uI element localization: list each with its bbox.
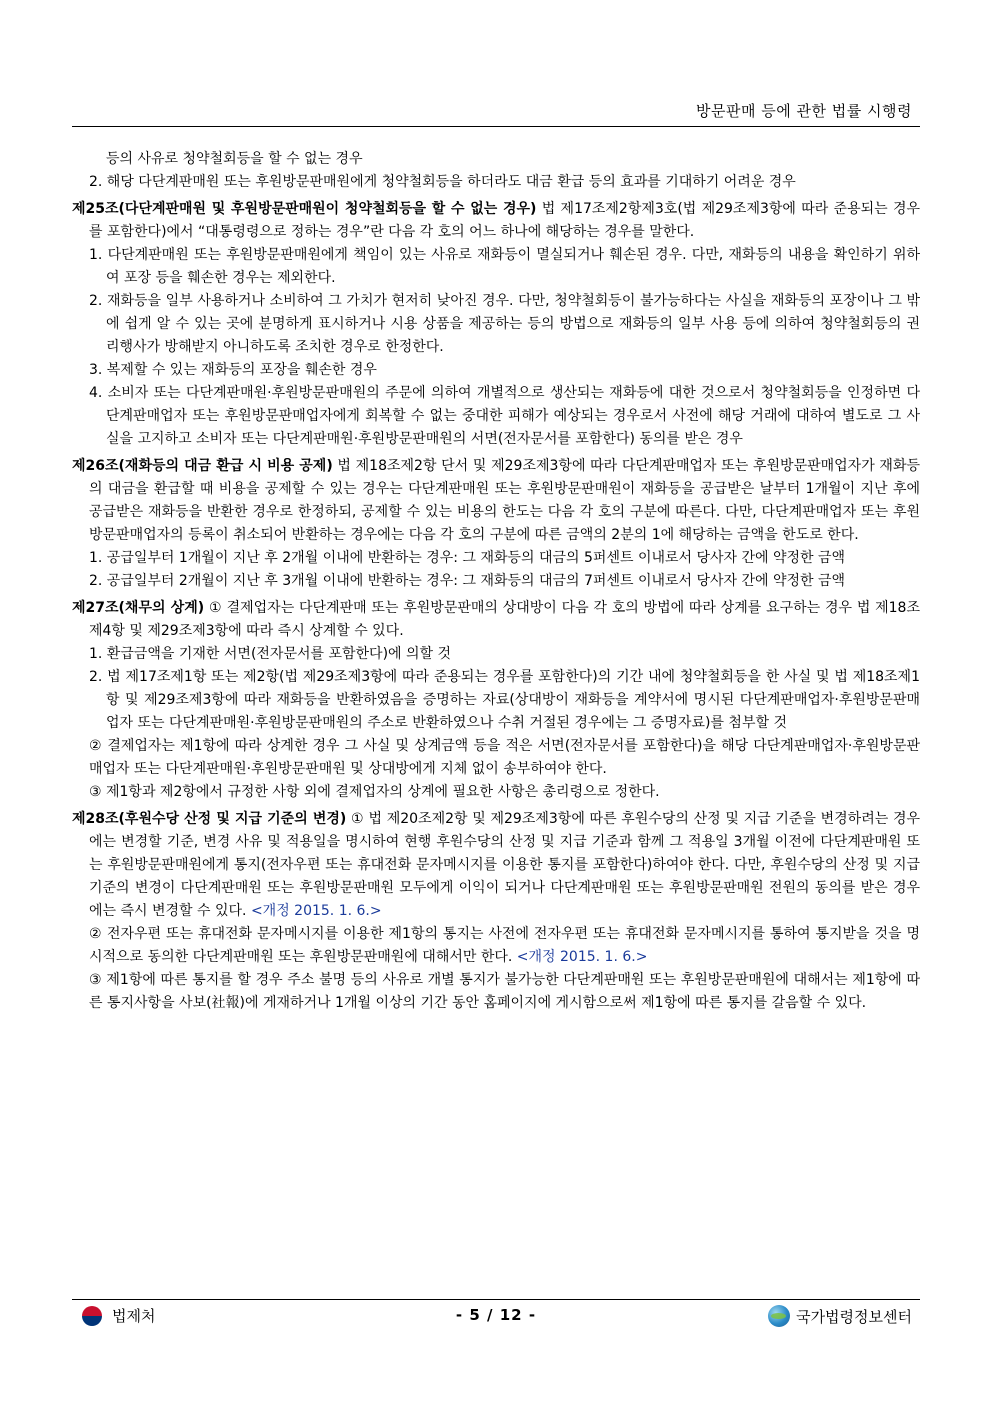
article-heading: 제28조(후원수당 산정 및 지급 기준의 변경) [72, 811, 347, 827]
article-heading: 제25조(다단계판매원 및 후원방문판매원이 청약철회등을 할 수 없는 경우) [72, 201, 537, 217]
paragraph: ③ 제1항에 따른 통지를 할 경우 주소 불명 등의 사유로 개별 통지가 불가능한 다단계판매원 또는 후원방문판매원에 대해서는 제1항에 따른 통지사항을 사보(社報)에 게재하거나 1개월 이상의 기간 동안 홈페이지에 게시함으로써 제1항에 따른 통지를 갈음할 수 있다. [89, 972, 920, 1011]
paragraph [72, 923, 920, 969]
paragraph: ② 결제업자는 제1항에 따라 상계한 경우 그 사실 및 상계금액 등을 적은 서면(전자문서를 포함한다)을 해당 다단계판매업자·후원방문판매업자 또는 다단계판매원·후원방문판매원 및 상대방에게 지체 없이 송부하여야 한다. [89, 738, 920, 777]
list-item: 2. 해당 다단계판매원 또는 후원방문판매원에게 청약철회등을 하더라도 대금 환급 등의 효과를 기대하기 어려운 경우 [89, 174, 796, 190]
amendment-note: <개정 2015. 1. 6.> [250, 903, 382, 919]
article-28 [72, 808, 920, 923]
page-footer [72, 1305, 920, 1331]
list-item: 1. 다단계판매원 또는 후원방문판매원에게 책임이 있는 사유로 재화등이 멸실되거나 훼손된 경우. 다만, 재화등의 내용을 확인하기 위하여 포장 등을 훼손한 경우는 제외한다. [89, 247, 920, 286]
globe-logo-icon [768, 1305, 790, 1327]
list-item: 1. 공급일부터 1개월이 지난 후 2개월 이내에 반환하는 경우: 그 재화등의 대금의 5퍼센트 이내로서 당사자 간에 약정한 금액 [89, 550, 846, 566]
article-text: 법 제17조제2항제3호(법 제29조제3항에 따라 준용되는 경우를 포함한다)에서 “대통령령으로 정하는 경우”란 다음 각 호의 어느 하나에 해당하는 경우를 말한다. [89, 201, 920, 240]
list-item: 1. 환급금액을 기재한 서면(전자문서를 포함한다)에 의할 것 [89, 646, 452, 662]
list-item: 2. 재화등을 일부 사용하거나 소비하여 그 가치가 현저히 낮아진 경우. 다만, 청약철회등이 불가능하다는 사실을 재화등의 포장이나 그 밖에 쉽게 알 수 있는 곳에 분명하게 표시하거나 시용 상품을 제공하는 등의 방법으로 재화등의 일부 사용 등에 의하여 청약철회등의 권리행사가 방해받지 아니하도록 조치한 경우로 한정한다. [89, 293, 920, 355]
article-27 [72, 597, 920, 643]
footer-left-label: 법제처 [112, 1307, 156, 1325]
list-item: 4. 소비자 또는 다단계판매원·후원방문판매원의 주문에 의하여 개별적으로 생산되는 재화등에 대한 것으로서 청약철회등을 인정하면 다단계판매업자 또는 후원방문판매업자에게 회복할 수 없는 중대한 피해가 예상되는 경우로서 사전에 해당 거래에 대하여 별도로 그 사실을 고지하고 소비자 또는 다단계판매원·후원방문판매원의 서면(전자문서를 포함한다) 동의를 받은 경우 [89, 385, 920, 447]
footer-right [768, 1305, 912, 1327]
header-divider [72, 126, 920, 127]
article-text: 법 제18조제2항 단서 및 제29조제3항에 따라 다단계판매업자 또는 후원방문판매업자가 재화등의 대금을 환급할 때 비용을 공제할 수 있는 경우는 다단계판매원 또는 후원방문판매원이 재화등을 공급받은 날부터 1개월이 지난 후에 공급받은 재화등을 반환한 경우로 한정하되, 공제할 수 있는 비용의 한도는 다음 각 호의 구분에 따른다. 다만, 다단계판매업자 또는 후원방문판매업자의 등록이 취소되어 반환하는 경우에는 다음 각 호의 구분에 따른 금액의 2분의 1에 해당하는 금액을 한도로 한다. [89, 458, 920, 543]
page-header-title: 방문판매 등에 관한 법률 시행령 [696, 102, 912, 120]
paragraph-text: ② 전자우편 또는 휴대전화 문자메시지를 이용한 제1항의 통지는 사전에 전자우편 또는 휴대전화 문자메시지를 통하여 통지받을 것을 명시적으로 동의한 다단계판매원 또는 후원방문판매원에 대해서만 한다. [89, 926, 920, 965]
list-item: 2. 법 제17조제1항 또는 제2항(법 제29조제3항에 따라 준용되는 경우를 포함한다)의 기간 내에 청약철회등을 한 사실 및 법 제18조제1항 및 제29조제3항에 따라 재화등을 반환하였음을 증명하는 자료(상대방이 재화등을 계약서에 명시된 다단계판매업자·후원방문판매업자 또는 다단계판매원·후원방문판매원의 주소로 반환하였으나 수취 거절된 경우에는 그 증명자료)를 첨부할 것 [89, 669, 920, 731]
article-heading: 제26조(재화등의 대금 환급 시 비용 공제) [72, 458, 333, 474]
page-number: - 5 / 12 - [455, 1306, 537, 1324]
footer-right-label: 국가법령정보센터 [796, 1307, 912, 1326]
list-item: 3. 복제할 수 있는 재화등의 포장을 훼손한 경우 [89, 362, 377, 378]
list-item: 2. 공급일부터 2개월이 지난 후 3개월 이내에 반환하는 경우: 그 재화등의 대금의 7퍼센트 이내로서 당사자 간에 약정한 금액 [89, 573, 846, 589]
amendment-note: <개정 2015. 1. 6.> [516, 949, 648, 965]
article-26 [72, 455, 920, 547]
document-body [72, 148, 920, 1015]
article-text: ① 법 제20조제2항 및 제29조제3항에 따른 후원수당의 산정 및 지급 기준을 변경하려는 경우에는 변경할 기준, 변경 사유 및 적용일을 명시하여 현행 후원수당의 산정 및 지급 기준과 함께 그 적용일 3개월 이전에 다단계판매원 또는 후원방문판매원에게 통지(전자우편 또는 휴대전화 문자메시지를 이용한 통지를 포함한다)하여야 한다. 다만, 후원수당의 산정 및 지급 기준의 변경이 다단계판매원 또는 후원방문판매원 모두에게 이익이 되거나 다단계판매원 또는 후원방문판매원 전원의 동의를 받은 경우에는 즉시 변경할 수 있다. [89, 811, 920, 919]
article-heading: 제27조(채무의 상계) [72, 600, 205, 616]
paragraph: ③ 제1항과 제2항에서 규정한 사항 외에 결제업자의 상계에 필요한 사항은 총리령으로 정한다. [89, 784, 660, 800]
footer-divider [72, 1299, 920, 1300]
article-text: ① 결제업자는 다단계판매 또는 후원방문판매의 상대방이 다음 각 호의 방법에 따라 상계를 요구하는 경우 법 제18조제4항 및 제29조제3항에 따라 즉시 상계할 수 있다. [89, 600, 920, 639]
article-25 [72, 198, 920, 244]
continued-item-text: 등의 사유로 청약철회등을 할 수 없는 경우 [106, 151, 363, 167]
